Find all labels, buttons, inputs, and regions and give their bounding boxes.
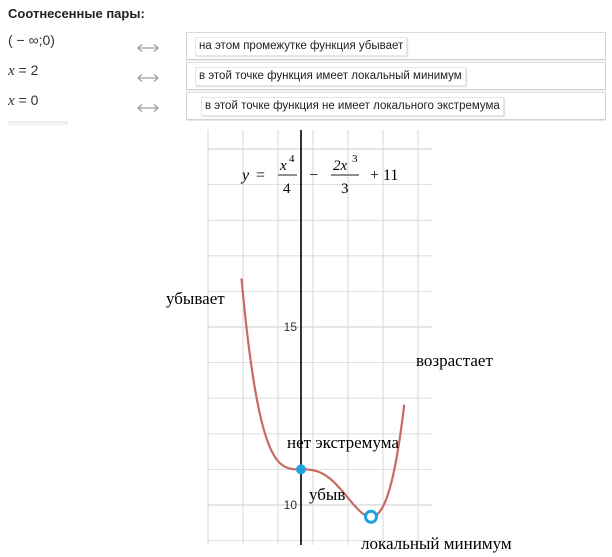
answer-chip-1[interactable]: на этом промежутке функция убывает <box>195 37 407 56</box>
y-tick-labels <box>284 320 298 512</box>
label-increasing: возрастает <box>416 351 493 370</box>
formula-num1: x <box>280 158 287 174</box>
graph-grid <box>208 130 432 545</box>
pair-left-variable: x <box>8 93 15 109</box>
function-curve <box>242 278 405 516</box>
label-no-extremum: нет экстремума <box>287 433 399 452</box>
pair-left-value: = 2 <box>14 62 39 78</box>
pair-left-interval-text: − ∞;0) <box>12 32 55 48</box>
formula-den2: 3 <box>341 181 349 197</box>
y-tick-label: 15 <box>283 320 297 334</box>
pair-left-open-paren: ( <box>8 32 13 48</box>
formula-num2: 2x <box>333 158 348 174</box>
answer-chip-2[interactable]: в этой точке функция имеет локальный минимум <box>195 67 466 86</box>
point-no-extremum <box>297 465 306 474</box>
formula-equals: = <box>256 167 266 184</box>
y-tick-label: 10 <box>283 498 297 512</box>
formula-minus: − <box>309 167 319 184</box>
matched-pairs-heading: Соотнесенные пары: <box>8 6 145 21</box>
label-decreasing-short: убыв <box>309 485 346 504</box>
label-local-minimum: локальный минимум <box>361 534 512 553</box>
pair-left-value: = 0 <box>14 92 39 108</box>
pair-left-variable: x <box>8 63 15 79</box>
function-formula <box>240 153 398 197</box>
formula-exp2: 3 <box>352 153 358 165</box>
formula-plus-constant: + 11 <box>370 167 399 184</box>
answer-chip-3[interactable]: в этой точке функция не имеет локального экстремума <box>201 97 504 116</box>
formula-y: y <box>242 167 250 184</box>
label-decreasing: убывает <box>166 289 225 308</box>
formula-den1: 4 <box>283 181 291 197</box>
point-local-minimum <box>366 511 377 522</box>
formula-exp1: 4 <box>289 153 295 165</box>
